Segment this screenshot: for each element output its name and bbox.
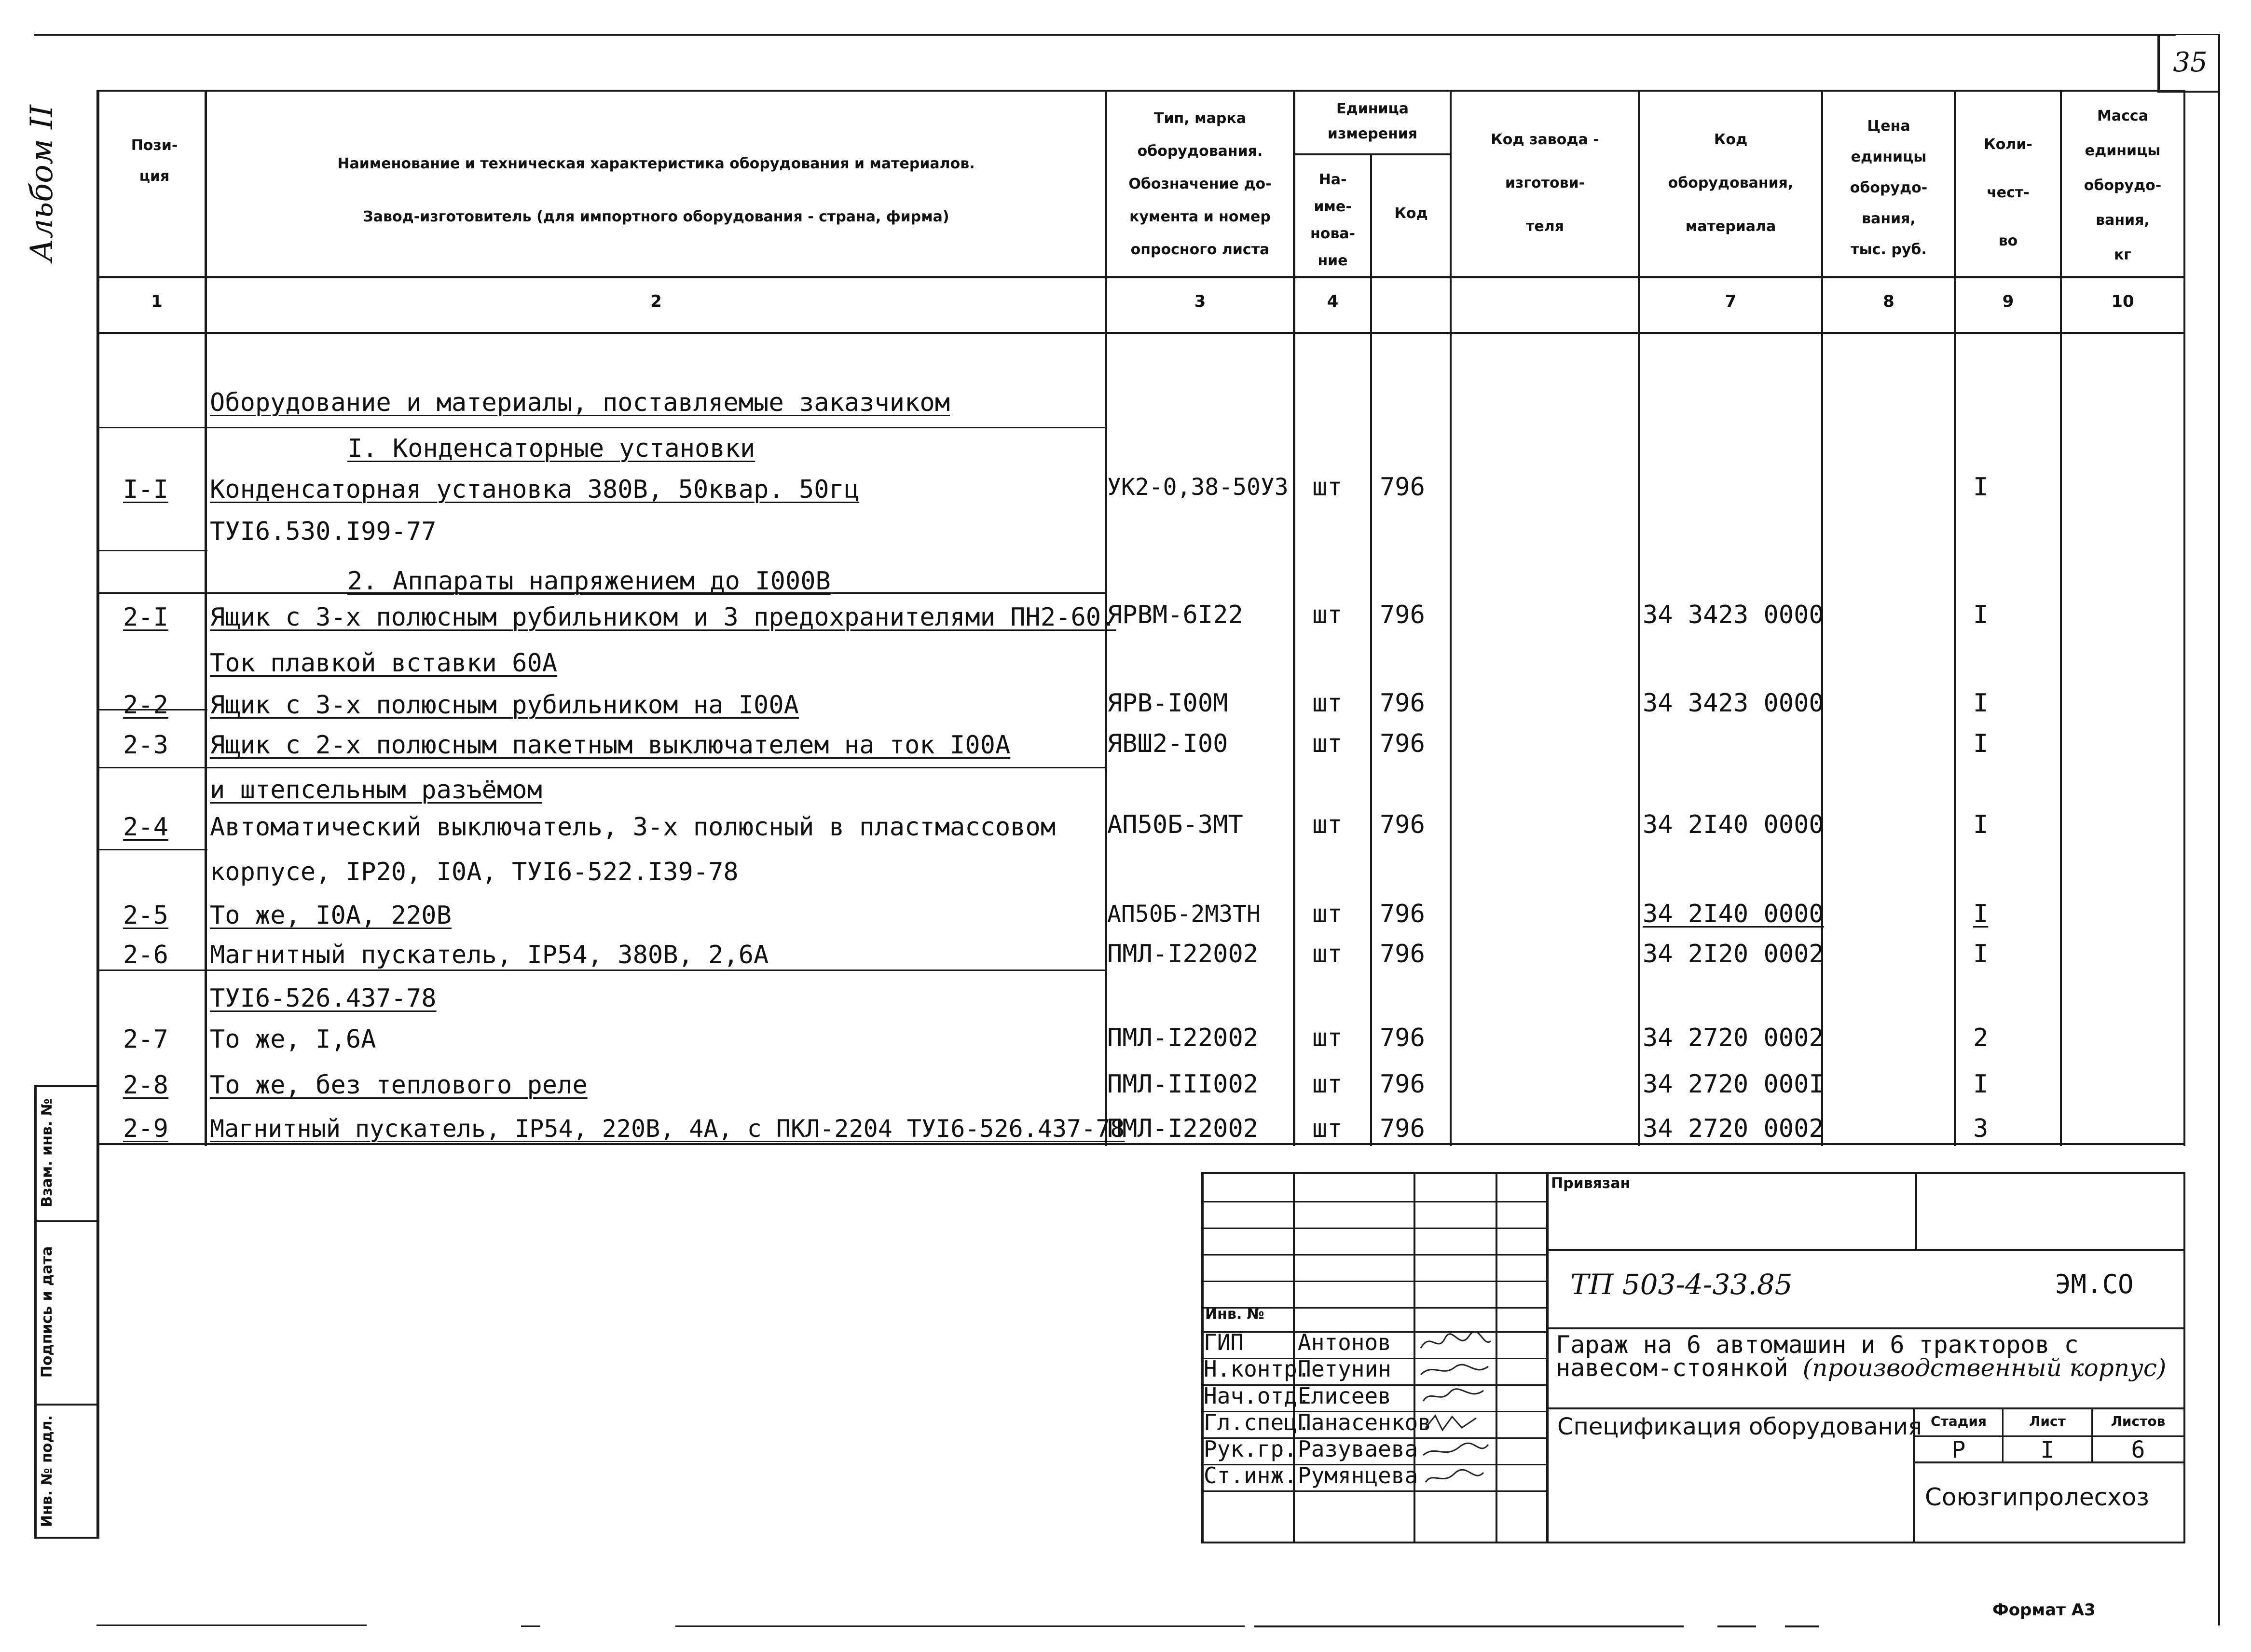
project-title-line1: Гараж на 6 автомашин и 6 тракторов с [1556, 1331, 2079, 1359]
document-code: ТП 503-4-33.85 [1570, 1268, 1793, 1301]
table-row-name: и штепсельным разъёмом [210, 776, 542, 805]
table-row-unit: шт [1312, 729, 1343, 758]
table-row-name: Конденсаторная установка 380В, 50квар. 50гц [210, 475, 860, 504]
table-row-equip-code: 34 2I40 0000 [1643, 900, 1824, 928]
header-position: Пози- ция [131, 137, 178, 185]
signatory-role: Гл.спец. [1204, 1409, 1311, 1435]
table-row-code: 796 [1380, 900, 1425, 928]
column-number-1: 1 [151, 292, 163, 311]
header-unit-name: На- име- нова- ние [1310, 171, 1356, 269]
margin-field-inv-podl: Инв. № подл. [39, 1415, 55, 1528]
column-number-3: 3 [1194, 292, 1206, 311]
header-name: Наименование и техническая характеристика оборудования и материалов. Завод-изготовитель (для импортного оборудования - страна, фирма) [337, 155, 975, 225]
table-row-code: 796 [1380, 1024, 1425, 1052]
column-number-10: 10 [2111, 292, 2134, 311]
signatory-role: Ст.инж. [1204, 1462, 1297, 1488]
table-row-name: Оборудование и материалы, поставляемые заказчиком [210, 388, 950, 417]
sheets-label: Листов [2111, 1413, 2166, 1429]
table-row-pos: 2-5 [123, 901, 168, 930]
header-mass: Масса единицы оборудо- вания, кг [2084, 108, 2162, 263]
section-title: 2. Аппараты напряжением до I000В [347, 567, 831, 596]
table-row-name: Ящик с 2-х полюсным пакетным выключателем на ток I00А [210, 731, 1011, 760]
header-quantity: Коли- чест- во [1984, 136, 2032, 249]
signatory-name: Панасенков [1298, 1409, 1431, 1435]
stage-label: Стадия [1931, 1413, 1987, 1429]
format-label: Формат А3 [1992, 1600, 2096, 1620]
table-row-pos: 2-3 [123, 731, 168, 760]
signature-scribbles [1416, 1329, 1496, 1490]
table-row-unit: шт [1312, 940, 1343, 969]
table-row-unit: шт [1312, 473, 1343, 502]
table-row-qty: I [1973, 900, 1989, 928]
table-row-name: То же, без теплового реле [210, 1071, 588, 1100]
margin-field-vzam: Взам. инв. № [39, 1098, 55, 1207]
table-row-name: То же, I,6А [210, 1025, 376, 1054]
table-row-pos: 2-6 [123, 941, 168, 969]
album-label: Альбом II [24, 105, 60, 262]
section-title: I. Конденсаторные установки [347, 434, 755, 463]
table-row-equip-code: 34 3423 0000 [1643, 601, 1824, 629]
table-row-pos: I-I [123, 475, 168, 504]
table-row-code: 796 [1380, 1070, 1425, 1099]
table-row-unit: шт [1312, 689, 1343, 718]
table-row-unit: шт [1312, 1114, 1343, 1143]
table-row-type: ПМЛ-III002 [1107, 1070, 1259, 1099]
table-row-pos: 2-8 [123, 1071, 168, 1100]
sheet-value: I [2040, 1436, 2055, 1463]
table-row-type: АП50Б-2МЗТН [1107, 901, 1261, 928]
header-price: Цена единицы оборудо- вания, тыс. руб. [1850, 118, 1928, 258]
column-number-4: 4 [1327, 292, 1339, 311]
signatory-name: Елисеев [1298, 1383, 1391, 1409]
table-row-pos: 2-I [123, 603, 168, 632]
signatory-role: Н.контр. [1204, 1356, 1311, 1382]
column-number-2: 2 [650, 292, 662, 311]
signatory-role: Рук.гр. [1204, 1436, 1297, 1462]
column-number-9: 9 [2002, 292, 2014, 311]
table-row-type: ПМЛ-I22002 [1107, 1114, 1259, 1143]
project-title-note: (производственный корпус) [1802, 1354, 2167, 1382]
table-row-name: Ток плавкой вставки 60А [210, 649, 558, 678]
table-row-equip-code: 34 3423 0000 [1643, 689, 1824, 718]
table-row-code: 796 [1380, 601, 1425, 629]
table-row-unit: шт [1312, 1024, 1343, 1052]
header-unit-group: Единица измерения [1327, 100, 1418, 142]
table-row-code: 796 [1380, 940, 1425, 969]
table-row-pos: 2-2 [123, 691, 168, 720]
table-row-code: 796 [1380, 1114, 1425, 1143]
table-row-type: ЯВШ2-I00 [1107, 729, 1228, 758]
table-row-type: ПМЛ-I22002 [1107, 940, 1259, 969]
table-row-qty: I [1973, 810, 1989, 839]
table-row-pos: 2-7 [123, 1025, 168, 1054]
table-row-qty: I [1973, 940, 1989, 969]
table-row-unit: шт [1312, 900, 1343, 928]
table-row-name: ТУI6.530.I99-77 [210, 517, 437, 546]
header-equipment-code: Код оборудования, материала [1668, 131, 1794, 235]
table-row-type: АП50Б-3МТ [1107, 810, 1243, 839]
table-row-name: корпусе, IP20, I0А, ТУI6-522.I39-78 [210, 858, 739, 887]
table-row-name: То же, I0А, 220В [210, 901, 452, 930]
table-row-qty: I [1973, 473, 1989, 502]
table-row-qty: I [1973, 689, 1989, 718]
organization-name: Союзгипролесхоз [1925, 1483, 2149, 1511]
table-row-qty: I [1973, 1070, 1989, 1099]
sheet-label: Лист [2029, 1413, 2066, 1429]
table-row-equip-code: 34 2720 0002 [1643, 1024, 1824, 1052]
signatory-name: Румянцева [1298, 1462, 1418, 1488]
table-row-name: Автоматический выключатель, 3-х полюсный в пластмассовом [210, 813, 1056, 842]
table-row-qty: 3 [1973, 1114, 1989, 1143]
signatory-name: Разуваева [1298, 1436, 1418, 1462]
table-row-unit: шт [1312, 810, 1343, 839]
table-row-equip-code: 34 2I20 0002 [1643, 940, 1824, 969]
column-number-7: 7 [1725, 292, 1737, 311]
privyazan-label: Привязан [1551, 1175, 1631, 1192]
header-type: Тип, марка оборудования. Обозначение до- кумента и номер опросного листа [1128, 110, 1272, 258]
signatory-role: Нач.отд. [1204, 1383, 1311, 1409]
document-title: Спецификация оборудования [1557, 1413, 1922, 1440]
table-row-name: ТУI6-526.437-78 [210, 984, 437, 1013]
header-unit-code: Код [1394, 205, 1428, 222]
table-row-equip-code: 34 2I40 0000 [1643, 810, 1824, 839]
table-row-type: ЯРВ-I00М [1107, 689, 1228, 718]
page-number: 35 [2173, 47, 2208, 78]
project-title-line2: навесом-стоянкой (производственный корпус) [1556, 1354, 2167, 1382]
table-row-pos: 2-9 [123, 1114, 168, 1143]
table-row-name: Ящик с 3-х полюсным рубильником на I00А [210, 691, 799, 720]
table-row-code: 796 [1380, 689, 1425, 718]
inv-number-label: Инв. № [1205, 1306, 1264, 1323]
table-row-qty: I [1973, 729, 1989, 758]
stage-value: Р [1951, 1436, 1966, 1463]
table-row-unit: шт [1312, 601, 1343, 629]
table-row-code: 796 [1380, 810, 1425, 839]
table-row-qty: 2 [1973, 1024, 1989, 1052]
table-row-type: ЯРВМ-6I22 [1107, 601, 1243, 629]
signatory-name: Петунин [1298, 1356, 1391, 1382]
table-row-unit: шт [1312, 1070, 1343, 1099]
column-number-8: 8 [1883, 292, 1894, 311]
table-row-name: Магнитный пускатель, IP54, 220В, 4А, с ПКЛ-2204 ТУI6-526.437-78 [210, 1115, 1125, 1143]
sheet-code: ЭМ.СО [2055, 1269, 2134, 1299]
table-row-name: Магнитный пускатель, IP54, 380В, 2,6А [210, 941, 769, 969]
table-row-equip-code: 34 2720 000I [1643, 1070, 1824, 1099]
signatory-role: ГИП [1204, 1329, 1244, 1355]
signatory-name: Антонов [1298, 1329, 1391, 1355]
table-row-pos: 2-4 [123, 813, 168, 842]
table-row-type: УК2-0,38-50УЗ [1107, 474, 1289, 501]
header-plant-code: Код завода - изготови- теля [1491, 131, 1599, 235]
table-row-code: 796 [1380, 473, 1425, 502]
table-row-type: ПМЛ-I22002 [1107, 1024, 1259, 1052]
table-row-code: 796 [1380, 729, 1425, 758]
margin-field-signature-date: Подпись и дата [39, 1246, 55, 1378]
table-row-name: Ящик с 3-х полюсным рубильником и 3 предохранителями ПН2-60. [210, 603, 1116, 632]
table-row-equip-code: 34 2720 0002 [1643, 1114, 1824, 1143]
table-row-qty: I [1973, 601, 1989, 629]
sheets-value: 6 [2131, 1436, 2145, 1463]
